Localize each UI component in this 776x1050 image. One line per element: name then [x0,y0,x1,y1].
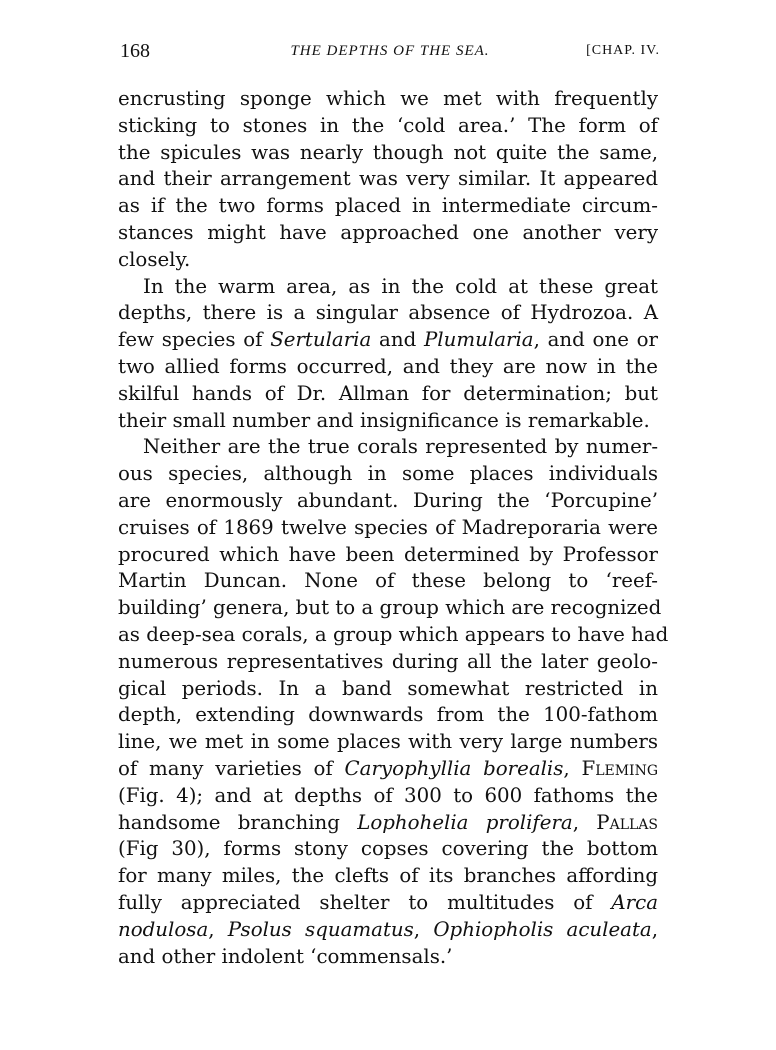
text-line: depth, extending downwards from the 100-fathom [118,703,658,727]
text-run: and [371,328,424,352]
text-run: handsome branching [118,810,358,834]
text-line [118,810,658,837]
species-name: Arca [611,890,658,914]
text-line: procured which have been determined by Professor [118,542,658,566]
text-line: ous species, although in some places individuals [118,462,658,486]
text-line: their small number and insignificance is remarkable. [118,408,650,432]
author-name: Pallas [596,810,659,834]
species-name: Psolus squamatus [227,917,414,941]
text-run: , and one or [533,328,659,352]
species-name: nodulosa [118,917,209,941]
text-line: the spicules was nearly though not quite the same, [118,140,658,164]
text-line [118,890,658,917]
text-line: depths, there is a singular absence of Hydrozoa. A [118,301,658,325]
text-line [118,327,658,354]
text-line: and other indolent ‘commensals.’ [118,944,453,968]
text-line: for many miles, the clefts of its branches affording [118,864,658,888]
text-run: , [572,810,597,834]
text-line: cruises of 1869 twelve species of Madreporaria were [118,515,658,539]
text-run: , [563,756,582,780]
species-name: Caryophyllia borealis [344,756,564,780]
text-line: as deep-sea corals, a group which appears to have had [118,622,669,646]
text-run: fully appreciated shelter to multitudes of [118,890,612,914]
text-line: skilful hands of Dr. Allman for determination; but [118,381,658,405]
text-line: In the warm area, as in the cold at these great [143,274,658,298]
text-run: , [651,917,659,941]
text-run: few species of [118,328,271,352]
text-line: sticking to stones in the ‘cold area.’ The form of [118,113,658,137]
text-line: as if the two forms placed in intermediate circum- [118,194,658,218]
text-line: (Fig 30), forms stony copses covering the bottom [118,837,658,861]
species-name: Sertularia [270,328,372,352]
page-number: 168 [120,40,150,62]
text-line [118,917,658,944]
species-name: Plumularia [424,328,534,352]
text-line: are enormously abundant. During the ‘Porcupine’ [118,488,658,512]
text-line: two allied forms occurred, and they are now in the [118,354,658,378]
text-line: Neither are the true corals represented by numer- [143,435,658,459]
text-line: gical periods. In a band somewhat restricted in [118,676,658,700]
text-line: building’ genera, but to a group which are recognized [118,596,662,620]
page-header [120,40,660,70]
running-title: THE DEPTHS OF THE SEA. [290,43,490,59]
text-run: , [413,917,434,941]
text-line: and their arrangement was very similar. It appeared [118,167,658,191]
author-name: Fleming [581,756,659,780]
text-run: of many varieties of [118,756,345,780]
text-line: line, we met in some places with very large numbers [118,730,658,754]
text-line: stances might have approached one another very [118,220,658,244]
text-run: , [208,917,228,941]
text-line: closely. [118,247,191,271]
text-line: Martin Duncan. None of these belong to ‘reef- [118,569,658,593]
chapter-marker: [CHAP. IV. [586,43,660,58]
text-line: (Fig. 4); and at depths of 300 to 600 fathoms the [118,783,658,807]
species-name: Lophohelia prolifera [357,810,573,834]
text-line: encrusting sponge which we met with frequently [118,87,658,110]
text-line: numerous representatives during all the later geolo- [118,649,658,673]
text-line [118,756,658,783]
species-name: Ophiopholis aculeata [433,917,652,941]
body-text [118,86,669,970]
